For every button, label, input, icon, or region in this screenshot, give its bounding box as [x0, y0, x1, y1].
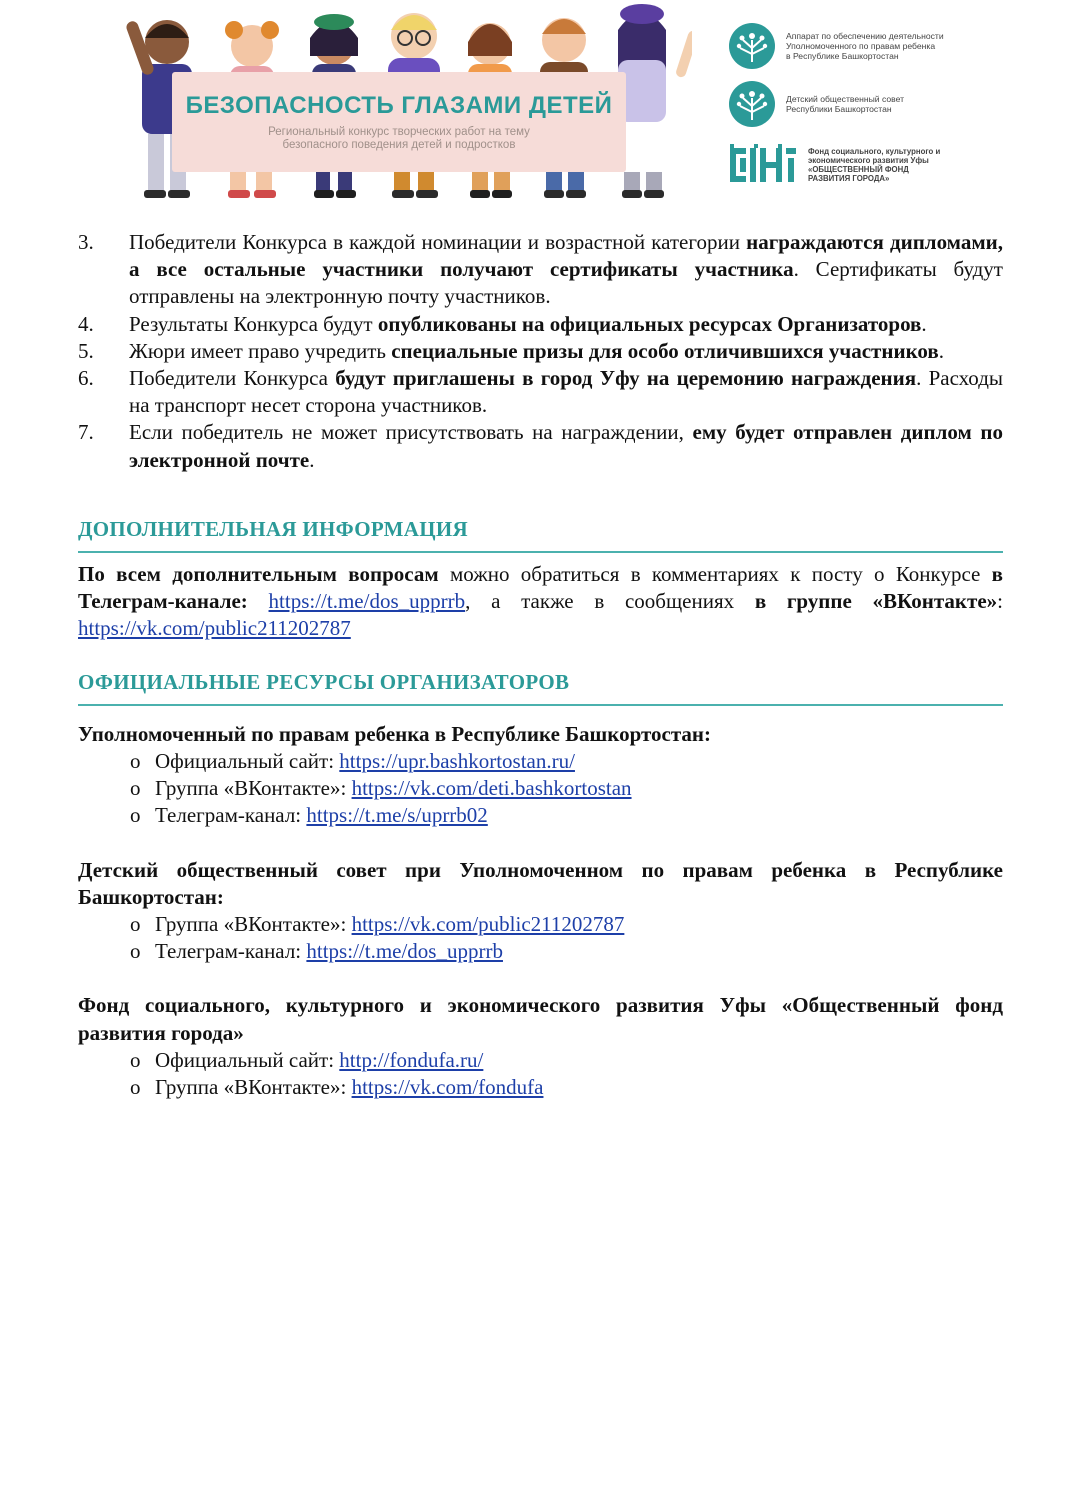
resource-item — [130, 748, 1003, 775]
rule-item — [78, 365, 1003, 419]
rule-item — [78, 311, 1003, 338]
org-name: Уполномоченный по правам ребенка в Республике Башкортостан: — [78, 721, 712, 746]
resource-link[interactable]: https://t.me/dos_upprrb — [306, 939, 503, 964]
rule-number: 3. — [78, 230, 94, 254]
resource-label: Группа «ВКонтакте»: — [155, 1075, 352, 1100]
rule-text — [129, 311, 1003, 338]
bullet: o — [130, 749, 141, 774]
resource-item — [130, 775, 1003, 802]
official-resources-heading: ОФИЦИАЛЬНЫЕ РЕСУРСЫ ОРГАНИЗАТОРОВ — [78, 669, 1003, 706]
logo-children-council — [728, 80, 1058, 128]
bullet: o — [130, 1047, 141, 1072]
resource-item — [130, 911, 1003, 938]
rule-text-segment: Жюри имеет право учредить — [129, 338, 392, 363]
rule-number: 4. — [78, 311, 94, 336]
rule-text-segment: Победители Конкурса в каждой номинации и возрастной категории — [129, 230, 747, 254]
rule-item — [78, 419, 1003, 473]
banner-title: БЕЗОПАСНОСТЬ ГЛАЗАМИ ДЕТЕЙ — [185, 92, 613, 119]
org-block-city-fund — [78, 992, 1003, 1101]
resource-item — [130, 938, 1003, 965]
rule-text-segment: . — [309, 447, 315, 472]
rule-text — [129, 365, 1003, 419]
rule-text — [129, 338, 1003, 365]
tree-emblem-icon — [728, 22, 776, 70]
resource-item — [130, 1074, 1003, 1101]
resource-list — [78, 1047, 1003, 1101]
contest-banner — [172, 72, 626, 172]
additional-info-heading: ДОПОЛНИТЕЛЬНАЯ ИНФОРМАЦИЯ — [78, 516, 1003, 553]
resource-label: Группа «ВКонтакте»: — [155, 912, 352, 937]
rule-number: 6. — [78, 366, 94, 391]
rule-emphasis: опубликованы на официальных ресурсах Организаторов — [377, 311, 922, 336]
rule-item — [78, 229, 1003, 311]
resource-link[interactable]: https://t.me/s/uprrb02 — [306, 803, 488, 828]
logo-children-council-caption — [786, 94, 904, 114]
resource-item — [130, 1047, 1003, 1074]
additional-text: : — [997, 589, 1003, 614]
additional-text — [248, 589, 269, 613]
award-rules-list — [78, 229, 1003, 474]
resource-label: Телеграм-канал: — [155, 939, 307, 964]
bullet: o — [130, 939, 141, 964]
rule-emphasis: специальные призы для особо отличившихся участников — [391, 338, 939, 363]
rule-emphasis: награждаются дипломами, а все остальные участники получают сертификаты участника — [129, 230, 1003, 282]
resource-link[interactable]: https://vk.com/public211202787 — [351, 912, 625, 937]
caption-line: РАЗВИТИЯ ГОРОДА» — [808, 174, 890, 183]
bullet: o — [130, 776, 141, 801]
resource-link[interactable]: https://vk.com/deti.bashkortostan — [351, 776, 632, 801]
caption-line: «ОБЩЕСТВЕННЫЙ ФОНД — [808, 165, 909, 174]
header — [0, 0, 1080, 210]
resource-link[interactable]: https://upr.bashkortostan.ru/ — [339, 749, 575, 774]
org-block-children-council — [78, 857, 1003, 966]
banner-subtitle-line-2: безопасного поведения детей и подростков — [282, 139, 516, 151]
rule-number: 5. — [78, 338, 94, 363]
org-name: Детский общественный совет при Уполномоченном по правам ребенка в Республике Башкортостан: — [78, 857, 1003, 909]
org-name: Фонд социального, культурного и экономического развития Уфы «Общественный фонд развития города» — [78, 993, 1003, 1045]
additional-text: можно обратиться в комментариях к посту о Конкурсе — [438, 562, 992, 587]
resource-label: Телеграм-канал: — [155, 803, 307, 828]
rule-text-segment: . — [921, 311, 927, 336]
additional-text: , а также в сообщениях — [465, 589, 755, 614]
document-body — [78, 229, 1003, 1101]
vk-group-link[interactable]: https://vk.com/public211202787 — [78, 616, 351, 641]
rule-text — [129, 229, 1003, 311]
additional-emphasis: в группе «ВКонтакте» — [754, 589, 998, 614]
rule-text-segment: Результаты Конкурса будут — [129, 311, 378, 336]
resource-link[interactable]: http://fondufa.ru/ — [339, 1047, 484, 1072]
resource-link[interactable]: https://vk.com/fondufa — [351, 1075, 544, 1100]
rule-text-segment: Если победитель не может присутствовать на награждении, — [129, 420, 693, 445]
rule-item — [78, 338, 1003, 365]
additional-emphasis: По всем дополнительным вопросам — [78, 562, 439, 587]
rule-emphasis: будут приглашены в город Уфу на церемонию награждения — [335, 366, 917, 391]
resource-label: Группа «ВКонтакте»: — [155, 776, 352, 801]
logo-city-fund-caption — [808, 147, 940, 183]
banner-subtitle — [268, 126, 530, 152]
rule-text-segment: . Сертификаты будут отправлены на электронную почту участников. — [129, 257, 1003, 309]
rule-text-segment: . Расходы на транспорт несет сторона участников. — [129, 366, 1004, 418]
additional-info-paragraph — [78, 561, 1003, 643]
caption-line: Детский общественный совет — [786, 94, 905, 104]
resource-label: Официальный сайт: — [155, 1047, 340, 1072]
caption-line: Уполномоченного по правам ребенка — [786, 41, 936, 51]
caption-line: Аппарат по обеспечению деятельности — [786, 31, 944, 41]
resource-list — [78, 748, 1003, 830]
tree-emblem-icon — [728, 80, 776, 128]
telegram-channel-link[interactable]: https://t.me/dos_upprrb — [268, 589, 466, 614]
bullet: o — [130, 803, 141, 828]
resource-label: Официальный сайт: — [155, 749, 340, 774]
rule-emphasis: ему будет отправлен диплом по электронной почте — [129, 420, 1004, 472]
org-block-ombudsman — [78, 721, 1003, 830]
bullet: o — [130, 1075, 141, 1100]
rule-text-segment: . — [938, 338, 944, 363]
logo-ombudsman-office-caption — [786, 31, 944, 61]
caption-line: экономического развития Уфы — [808, 156, 929, 165]
rule-text-segment: Победители Конкурса — [129, 366, 336, 391]
caption-line: в Республике Башкортостан — [786, 51, 899, 61]
rule-number: 7. — [78, 420, 94, 445]
banner-subtitle-line-1: Региональный конкурс творческих работ на тему — [268, 126, 530, 138]
caption-line: Республики Башкортостан — [786, 104, 892, 114]
bullet: o — [130, 912, 141, 937]
additional-emphasis: в Телеграм-канале: — [78, 562, 1003, 614]
logo-city-fund — [728, 144, 1058, 186]
resource-list — [78, 911, 1003, 965]
ornament-logo-icon — [728, 144, 798, 186]
rule-text — [129, 419, 1003, 473]
resource-item — [130, 802, 1003, 829]
caption-line: Фонд социального, культурного и — [808, 147, 941, 156]
logo-ombudsman-office — [728, 22, 1058, 70]
